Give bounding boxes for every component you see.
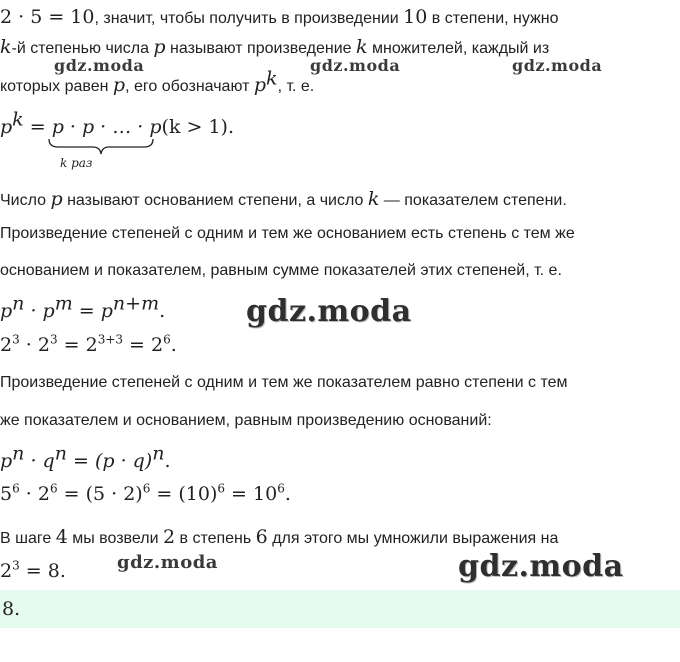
text: для этого мы умножили выражения на — [267, 530, 559, 547]
math-number: 2 — [162, 526, 176, 548]
rule1-line-a: Произведение степеней с одним и тем же основанием есть степень с тем же — [0, 225, 575, 242]
math-part: = (5 · 2) — [57, 483, 143, 505]
text: называют произведение — [165, 40, 357, 57]
math-part: . — [284, 483, 291, 505]
math-number: 10 — [403, 6, 428, 28]
watermark: gdz.moda — [246, 294, 412, 329]
text: -й степенью числа — [11, 40, 154, 57]
text-base-exponent — [0, 188, 567, 210]
text: которых равен — [0, 78, 113, 95]
rule1-line-b: основанием и показателем, равным сумме показателей этих степеней, т. е. — [0, 262, 562, 279]
math-var: p — [0, 116, 13, 138]
math-sup: 6 — [277, 481, 285, 496]
math-part: = (10) — [150, 483, 218, 505]
math-part: = 8. — [19, 560, 66, 582]
math-var: p — [112, 74, 126, 96]
intro-line-3 — [0, 67, 315, 96]
math-sup: 3 — [12, 332, 20, 347]
math-sup: 6 — [49, 481, 58, 496]
math-var: p — [253, 74, 267, 96]
math-part: 5 — [0, 483, 13, 505]
math-product: p · p · … · p — [51, 116, 162, 138]
text: — показателем степени. — [379, 192, 567, 209]
answer-box — [0, 590, 680, 628]
math-sup: 6 — [142, 481, 151, 496]
math-part: . — [159, 300, 166, 322]
math-sup: n — [12, 292, 25, 315]
rule2-line-b: же показателем и основанием, равным произведению оснований: — [0, 412, 492, 429]
math-part: · p — [24, 300, 55, 322]
math-sup: 6 — [163, 332, 171, 347]
math-sup: m — [54, 292, 73, 315]
math-var: p — [50, 188, 63, 210]
text: , значит, чтобы получить в произведении — [94, 10, 404, 27]
formula-3 — [0, 442, 171, 472]
text: мы возвели — [67, 530, 163, 547]
watermark: gdz.moda — [458, 549, 624, 584]
text: в степени, нужно — [427, 10, 559, 27]
intro-line-2 — [0, 36, 549, 58]
text-step — [0, 526, 558, 548]
math-sup: k — [266, 67, 278, 90]
math-sup: 6 — [217, 481, 226, 496]
math-part: · 2 — [19, 483, 50, 505]
math-part: 2 — [0, 560, 13, 582]
math-var: p — [153, 36, 166, 58]
math-sup: 6 — [12, 481, 20, 496]
math-sup: 3 — [12, 558, 20, 573]
watermark: gdz.moda — [117, 552, 218, 573]
formula-5 — [0, 560, 66, 582]
math-var: k — [367, 188, 380, 210]
math-part: = p — [72, 300, 113, 322]
math-part: . — [170, 334, 177, 356]
math-part: p — [0, 450, 13, 472]
math-sup: n — [12, 442, 25, 465]
math-number: 6 — [255, 526, 268, 548]
formula-definition — [0, 108, 234, 138]
math-sup: 3+3 — [97, 332, 124, 347]
math-part: p — [0, 300, 13, 322]
intro-line-1 — [0, 6, 558, 28]
text: , т. е. — [277, 78, 315, 95]
math-sup: k — [12, 108, 24, 131]
formula-4 — [0, 483, 291, 505]
brace-label: k раз — [60, 156, 93, 170]
answer-value: 8. — [2, 598, 21, 620]
math-sup: n — [54, 442, 67, 465]
math-expression: 2 · 5 = 10 — [0, 6, 95, 28]
text: называют основанием степени, а число — [62, 192, 368, 209]
text: множителей, каждый из — [367, 40, 550, 57]
math-part: = (p · q) — [66, 450, 153, 472]
watermark: gdz.moda — [512, 56, 603, 75]
math-var: k — [0, 36, 12, 58]
math-sup: n — [152, 442, 165, 465]
text: В шаге — [0, 530, 56, 547]
text: , его обозначают — [125, 78, 254, 95]
formula-1 — [0, 292, 166, 322]
math-part: = 2 — [57, 334, 98, 356]
formula-2 — [0, 334, 177, 356]
watermark: gdz.moda — [310, 56, 401, 75]
watermark: gdz.moda — [54, 56, 145, 75]
rule2-line-a: Произведение степеней с одним и тем же показателем равно степени с тем — [0, 374, 568, 391]
math-part: = 10 — [225, 483, 278, 505]
math-part: = 2 — [123, 334, 164, 356]
math-eq: = — [23, 116, 52, 138]
math-sup: 3 — [49, 332, 58, 347]
math-sup: n+m — [112, 292, 160, 315]
math-part: · 2 — [19, 334, 50, 356]
text: в степень — [175, 530, 256, 547]
math-condition: (k > 1). — [161, 116, 234, 138]
text: Число — [0, 192, 51, 209]
math-var: k — [356, 36, 368, 58]
math-number: 4 — [55, 526, 68, 548]
math-part: 2 — [0, 334, 13, 356]
math-part: · q — [24, 450, 55, 472]
math-part: . — [164, 450, 171, 472]
